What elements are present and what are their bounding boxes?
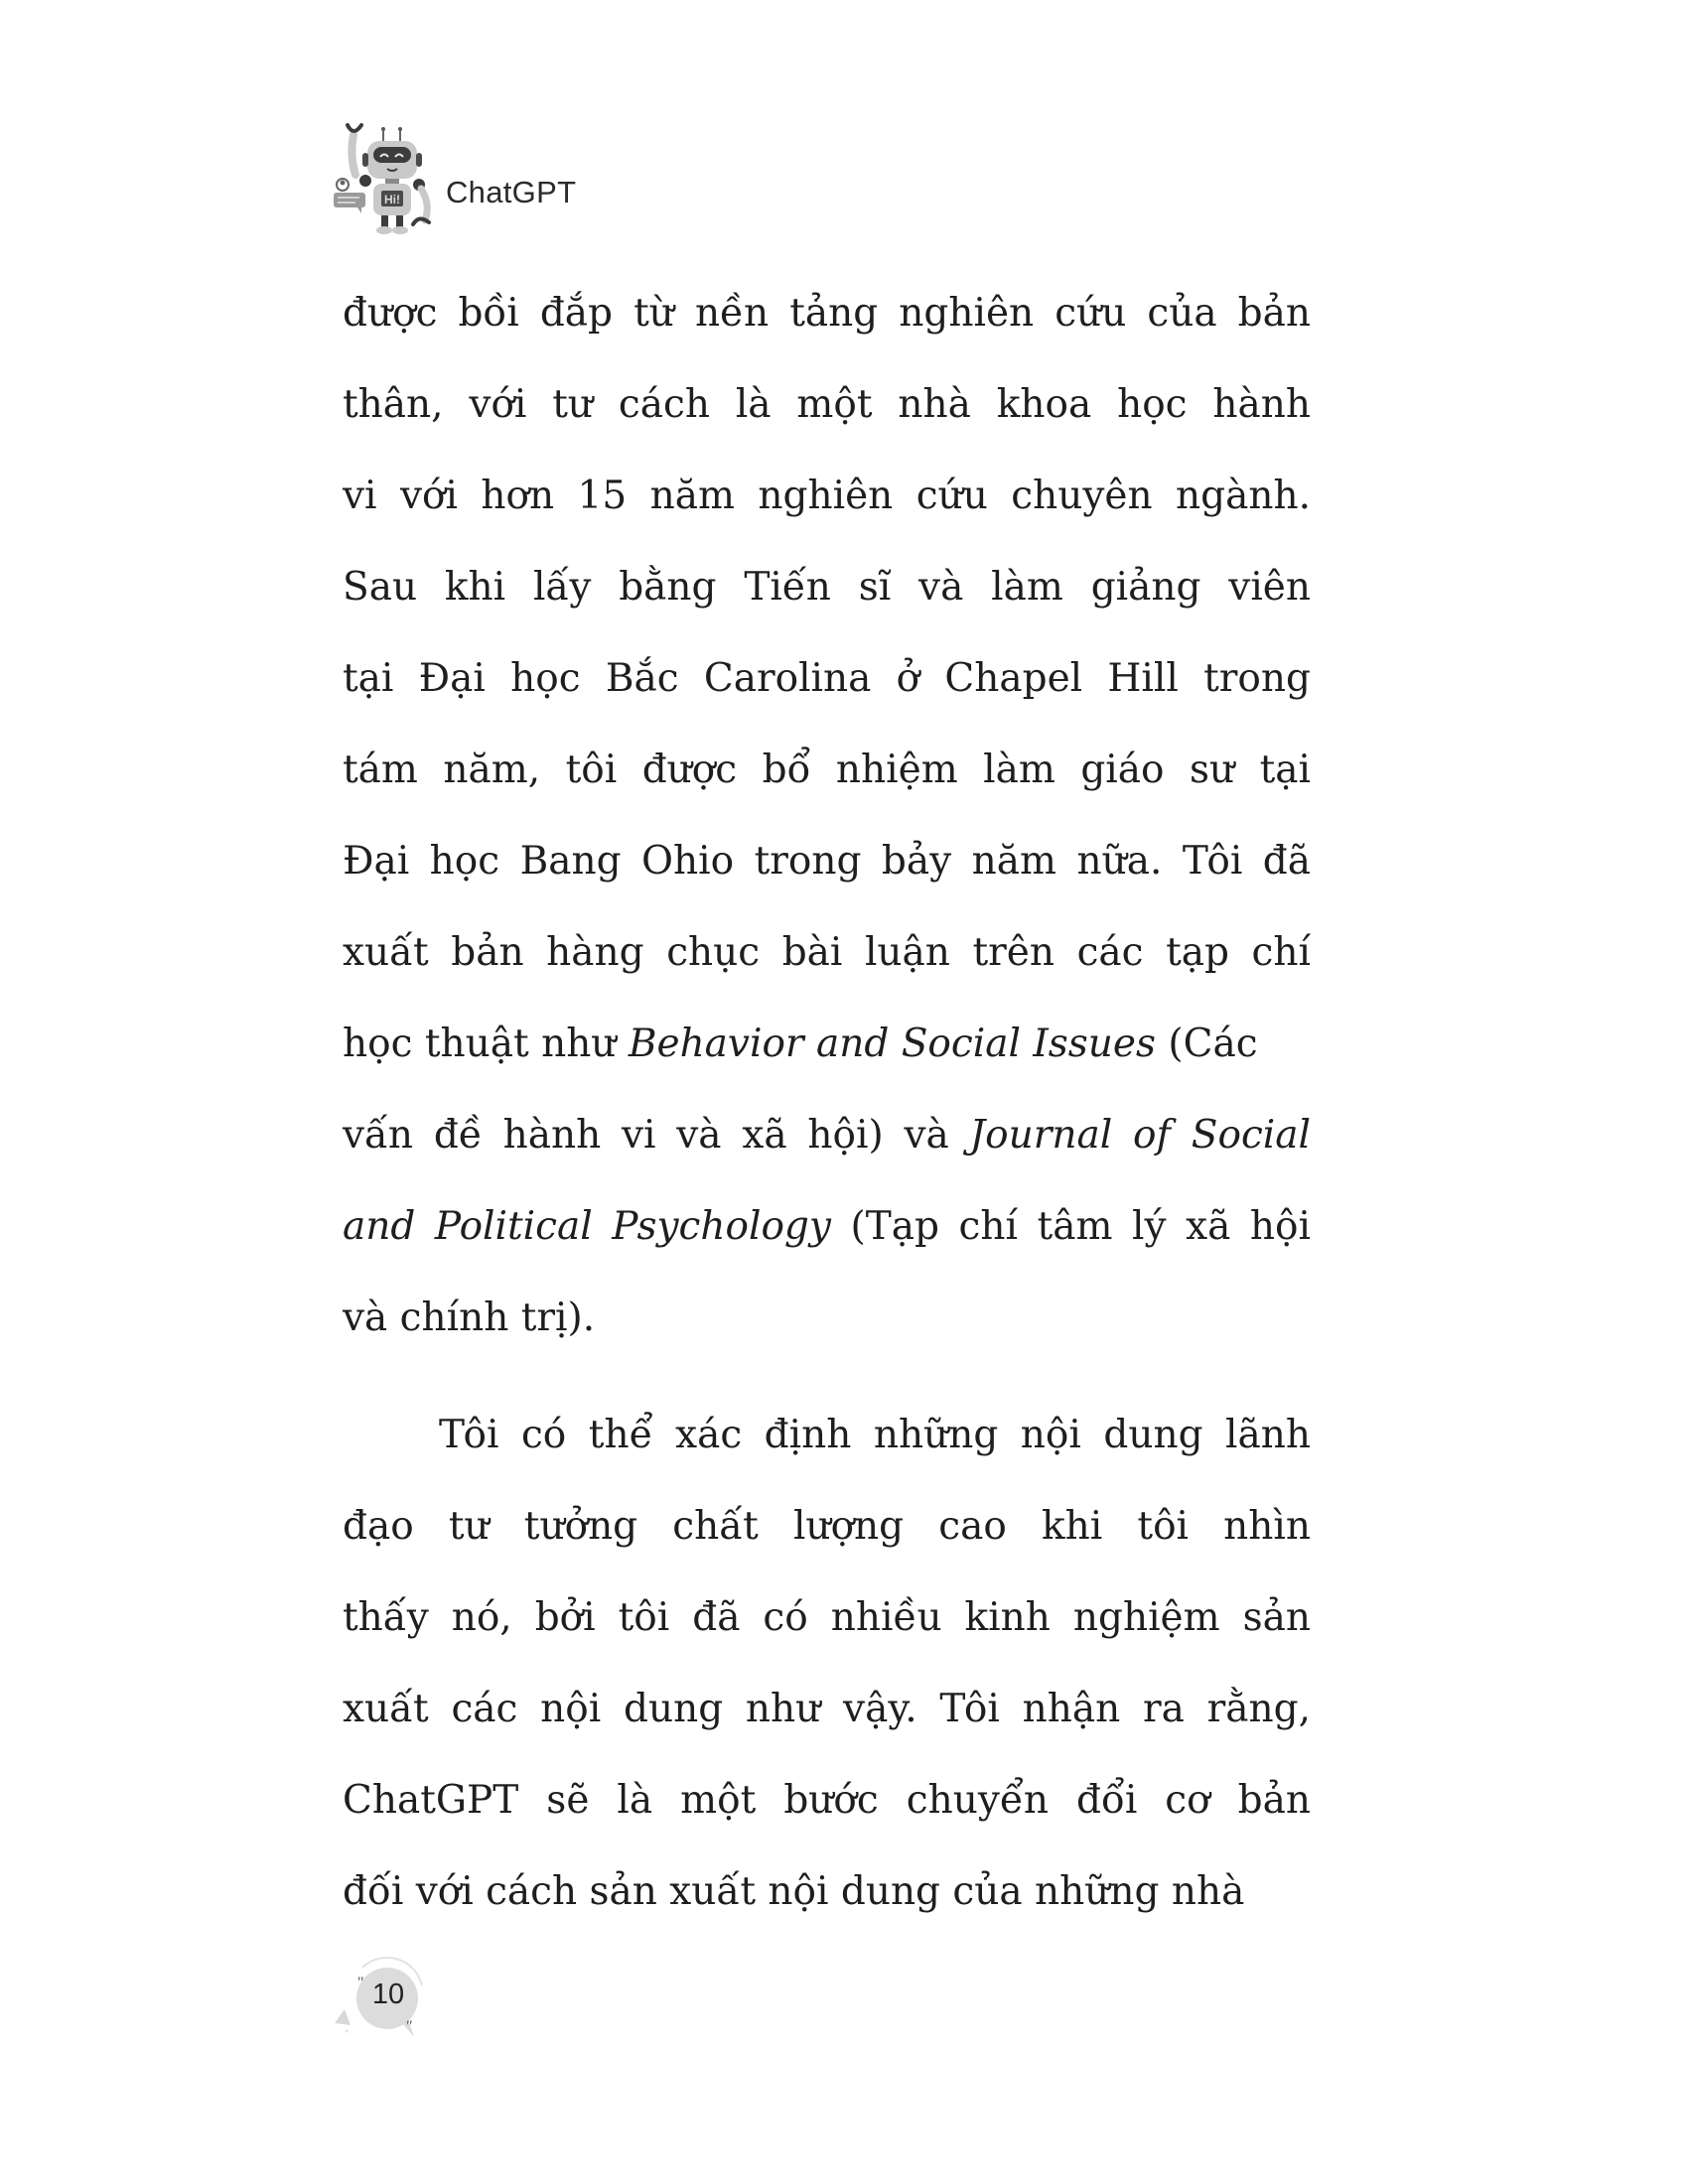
text-run: thấy nó, bởi tôi đã có nhiều kinh nghiệm sản [343, 1595, 1311, 1640]
text-line [343, 359, 1311, 451]
svg-text:": " [356, 1975, 363, 1991]
text-line [343, 1481, 1311, 1572]
text-run: tại Đại học Bắc Carolina ở Chapel Hill trong [343, 656, 1311, 701]
text-run: đối với cách sản xuất nội dung của những nhà [343, 1869, 1245, 1914]
running-header [334, 117, 731, 236]
svg-text:Hi!: Hi! [384, 193, 400, 206]
text-line [343, 725, 1311, 816]
paragraph [343, 1390, 1311, 1938]
text-run: vấn đề hành vi và xã hội) và [343, 1113, 970, 1158]
text-line [343, 907, 1311, 999]
page-number: 10 [371, 1979, 405, 2010]
text-line [343, 1273, 1311, 1364]
text-run: học thuật như [343, 1022, 629, 1066]
text-line [343, 1090, 1311, 1181]
text-run: Sau khi lấy bằng Tiến sĩ và làm giảng viên [343, 565, 1311, 610]
text-run: xuất các nội dung như vậy. Tôi nhận ra rằng, [343, 1687, 1311, 1731]
text-line [343, 816, 1311, 907]
text-run: đạo tư tưởng chất lượng cao khi tôi nhìn [343, 1504, 1311, 1549]
text-line [343, 633, 1311, 725]
header-brand: ChatGPT [446, 175, 577, 209]
svg-text:": " [405, 2018, 412, 2035]
text-line [343, 999, 1311, 1090]
text-line [343, 1390, 1311, 1481]
body-text [343, 268, 1311, 1938]
text-line [343, 1846, 1311, 1938]
text-line [343, 268, 1311, 359]
paragraph [343, 268, 1311, 1364]
text-line [343, 1664, 1311, 1755]
text-run: tám năm, tôi được bổ nhiệm làm giáo sư tại [343, 748, 1311, 792]
text-run: (Các [1155, 1022, 1258, 1066]
text-run: xuất bản hàng chục bài luận trên các tạp chí [343, 930, 1311, 975]
text-line [343, 542, 1311, 633]
italic-title: and Political Psychology [343, 1204, 831, 1249]
text-run: Tôi có thể xác định những nội dung lãnh [439, 1413, 1311, 1457]
text-run: vi với hơn 15 năm nghiên cứu chuyên ngành. [343, 474, 1311, 518]
text-line [343, 1755, 1311, 1846]
text-line [343, 1572, 1311, 1664]
text-line [343, 451, 1311, 542]
text-run: và chính trị). [343, 1296, 596, 1340]
robot-hi-icon [334, 117, 443, 234]
page-number-badge [323, 1946, 442, 2045]
text-run: Đại học Bang Ohio trong bảy năm nữa. Tôi đã [343, 839, 1311, 884]
text-run: được bồi đắp từ nền tảng nghiên cứu của bản [343, 291, 1311, 336]
italic-title: Journal of Social [969, 1113, 1311, 1158]
text-run: (Tạp chí tâm lý xã hội [830, 1204, 1311, 1249]
italic-title: Behavior and Social Issues [628, 1022, 1156, 1066]
text-run: thân, với tư cách là một nhà khoa học hành [343, 382, 1311, 427]
text-run: ChatGPT sẽ là một bước chuyển đổi cơ bản [343, 1778, 1311, 1823]
text-line [343, 1181, 1311, 1273]
